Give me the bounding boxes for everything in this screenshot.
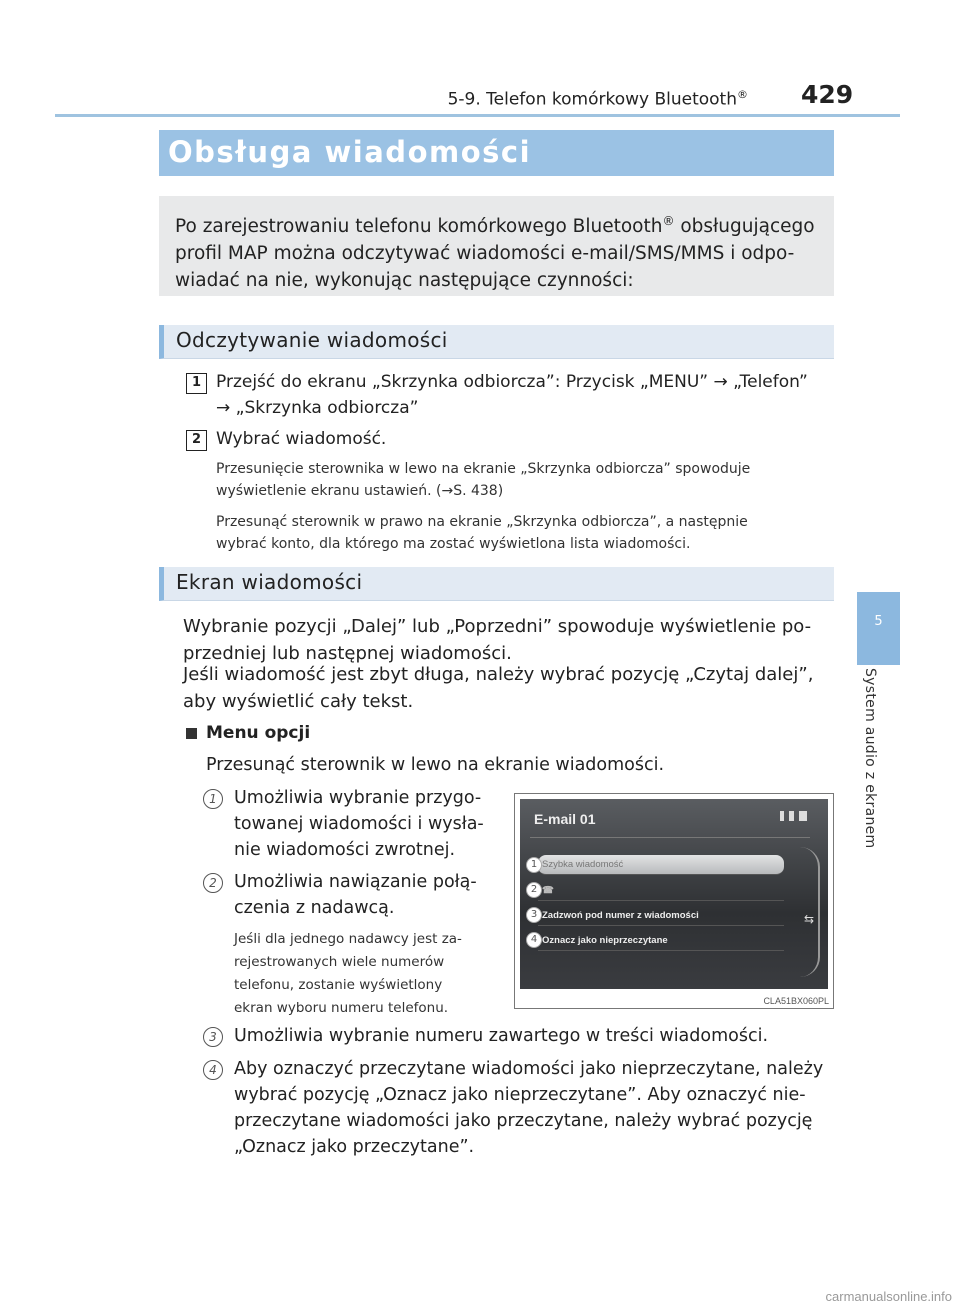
note-2-line-1: Przesunąć sterownik w prawo na ekranie „Skrzynka odbiorcza”, a następnie <box>216 514 748 530</box>
battery-icon <box>799 811 807 821</box>
step-2-text: Wybrać wiadomość. <box>216 429 387 449</box>
callout-2-icon: 2 <box>203 873 223 893</box>
step-number-2: 2 <box>186 430 207 451</box>
bluetooth-icon <box>780 811 784 821</box>
screen-figure <box>514 793 834 1009</box>
menu-heading: Menu opcji <box>206 723 311 743</box>
note-1-line-1: Przesunięcie sterownika w lewo na ekranie „Skrzynka odbiorcza” spowoduje <box>216 461 751 477</box>
menu-row-quick-message[interactable]: Szybka wiadomość <box>538 855 784 875</box>
item-1-line-1: Umożliwia wybranie przygo- <box>234 788 482 808</box>
back-arrow-icon[interactable]: ⇆ <box>803 912 814 926</box>
item-2-note-line-4: ekran wyboru numeru telefonu. <box>234 1000 449 1016</box>
item-2-note-line-2: rejestrowanych wiele numerów <box>234 954 445 970</box>
item-1-line-3: nie wiadomości zwrotnej. <box>234 840 456 860</box>
menu-row-call-number[interactable]: Zadzwoń pod numer z wiadomości <box>538 906 784 926</box>
signal-icon <box>789 811 794 821</box>
status-icons <box>780 811 810 823</box>
screen-callout-2-icon: 2 <box>526 882 542 898</box>
page-title: Obsługa wiadomości <box>168 135 532 169</box>
item-2-line-2: czenia z nadawcą. <box>234 898 395 918</box>
chapter-tab: 5 <box>857 592 900 665</box>
section-title: 5-9. Telefon komórkowy Bluetooth® <box>447 88 748 110</box>
phone-icon: ☎ <box>542 885 554 896</box>
bullet-square-icon <box>186 728 197 739</box>
step-number-1: 1 <box>186 373 207 394</box>
item-2-note-line-3: telefonu, zostanie wyświetlony <box>234 977 443 993</box>
item-4-line-2: wybrać pozycję „Oznacz jako nieprzeczytane”. Aby oznaczyć nie- <box>234 1085 806 1105</box>
section-heading-screen: Ekran wiadomości <box>159 567 834 601</box>
note-2-line-2: wybrać konto, dla którego ma zostać wyświetlona lista wiadomości. <box>216 536 691 552</box>
step-1-line-1: Przejść do ekranu „Skrzynka odbiorcza”: Przycisk „MENU” → „Telefon” <box>216 372 808 392</box>
screen-callout-1-icon: 1 <box>526 857 542 873</box>
section-heading-reading: Odczytywanie wiadomości <box>159 325 834 359</box>
menu-row-mark-unread[interactable]: Oznacz jako nieprzeczytane <box>538 931 784 951</box>
intro-line-3: wiadać na nie, wykonując następujące czynności: <box>175 270 634 292</box>
callout-1-icon: 1 <box>203 789 223 809</box>
item-4-line-4: „Oznacz jako przeczytane”. <box>234 1137 475 1157</box>
para-line-2: przedniej lub następnej wiadomości. <box>183 643 512 664</box>
menu-intro: Przesunąć sterownik w lewo na ekranie wiadomości. <box>206 755 665 775</box>
display-screen <box>520 799 828 989</box>
item-4-line-1: Aby oznaczyć przeczytane wiadomości jako nieprzeczytane, należy <box>234 1059 824 1079</box>
screen-title: E-mail 01 <box>534 811 596 827</box>
item-4-line-3: przeczytane wiadomości jako przeczytane, należy wybrać pozycję <box>234 1111 813 1131</box>
step-1-line-2: → „Skrzynka odbiorcza” <box>216 398 419 418</box>
screen-divider <box>530 837 810 838</box>
page-number: 429 <box>801 80 854 109</box>
screen-callout-4-icon: 4 <box>526 932 542 948</box>
callout-3-icon: 3 <box>203 1027 223 1047</box>
para-line-4: aby wyświetlić cały tekst. <box>183 691 414 712</box>
page-title-bar <box>159 130 834 176</box>
item-3-line-1: Umożliwia wybranie numeru zawartego w treści wiadomości. <box>234 1026 769 1046</box>
figure-code: CLA51BX060PL <box>763 996 829 1006</box>
header-rule <box>55 114 900 117</box>
note-1-line-2: wyświetlenie ekranu ustawień. (→S. 438) <box>216 483 504 499</box>
chapter-label: System audio z ekranem <box>862 668 878 849</box>
para-line-1: Wybranie pozycji „Dalej” lub „Poprzedni” spowoduje wyświetlenie po- <box>183 616 812 637</box>
intro-line-2: profil MAP można odczytywać wiadomości e-mail/SMS/MMS i odpo- <box>175 243 795 265</box>
item-2-line-1: Umożliwia nawiązanie połą- <box>234 872 477 892</box>
para-line-3: Jeśli wiadomość jest zbyt długa, należy wybrać pozycję „Czytaj dalej”, <box>183 664 814 685</box>
watermark: carmanualsonline.info <box>825 1289 952 1304</box>
callout-4-icon: 4 <box>203 1060 223 1080</box>
intro-box <box>159 196 834 296</box>
menu-row-call-sender[interactable] <box>538 881 784 901</box>
item-1-line-2: towanej wiadomości i wysła- <box>234 814 484 834</box>
intro-line-1: Po zarejestrowaniu telefonu komórkowego Bluetooth® obsługującego <box>175 214 815 238</box>
screen-callout-3-icon: 3 <box>526 907 542 923</box>
item-2-note-line-1: Jeśli dla jednego nadawcy jest za- <box>234 931 462 947</box>
